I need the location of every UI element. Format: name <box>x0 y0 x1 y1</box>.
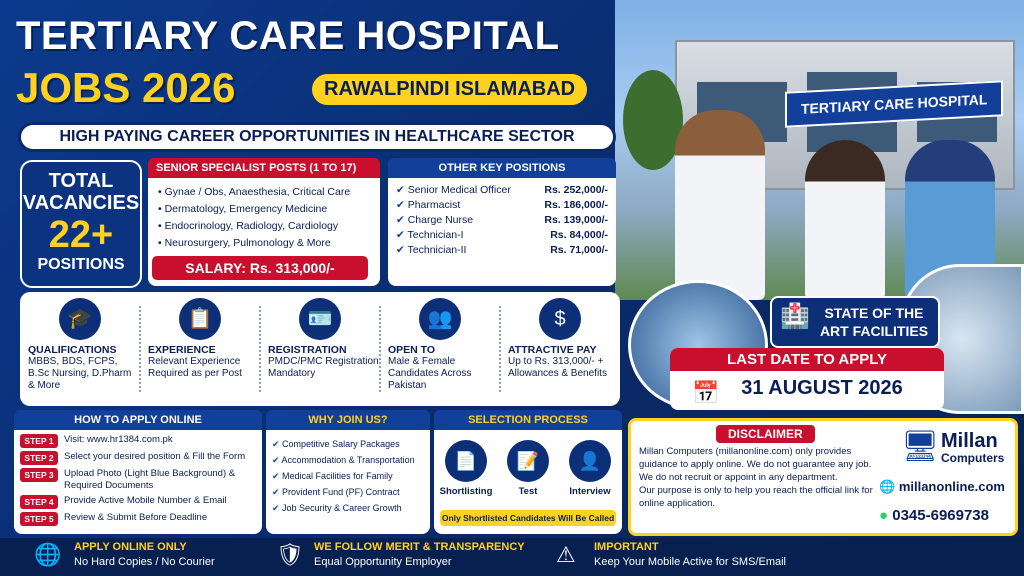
clipboard-icon: 📋 <box>179 298 221 340</box>
deadline-box <box>670 348 944 410</box>
selection-heading: SELECTION PROCESS <box>434 410 622 430</box>
footer-text: No Hard Copies / No Courier <box>74 556 215 568</box>
feature-desc: PMDC/PMC Registration Mandatory <box>268 356 379 379</box>
total-label: TOTAL VACANCIES <box>22 170 140 214</box>
city-badge: RAWALPINDI ISLAMABAD <box>312 74 587 105</box>
positions-table <box>388 182 616 257</box>
stage-shortlisting <box>438 440 494 497</box>
shield-icon: 🛡 <box>276 542 304 567</box>
total-vacancies-box <box>20 160 142 288</box>
feature-open-to <box>380 292 500 406</box>
feature-title: ATTRACTIVE PAY <box>508 344 597 356</box>
total-unit: POSITIONS <box>37 256 125 273</box>
brand-name: Millan <box>941 430 998 452</box>
deadline-date: 31 AUGUST 2026 <box>741 377 903 399</box>
step-text: Visit: www.hr1384.com.pk <box>64 434 173 445</box>
list-item: ✔ Medical Facilities for Family <box>272 468 424 484</box>
interview-icon: 👤 <box>569 440 611 482</box>
disclaimer-text <box>639 445 879 510</box>
step-badge: STEP 5 <box>20 512 58 526</box>
page-subtitle-jobs: JOBS 2026 <box>16 64 236 111</box>
deadline-heading: LAST DATE TO APPLY <box>670 348 944 371</box>
step-badge: STEP 2 <box>20 451 58 465</box>
stage-test <box>500 440 556 497</box>
feature-desc: Relevant Experience Required as per Post <box>148 356 242 379</box>
people-icon: 👥 <box>419 298 461 340</box>
facilities-badge <box>770 296 940 348</box>
footer-heading: WE FOLLOW MERIT & TRANSPARENCY <box>314 541 525 553</box>
warning-icon: ⚠ <box>556 542 576 567</box>
post-name: ✔ Senior Medical Officer <box>388 182 530 197</box>
step-row <box>20 512 256 526</box>
why-join-card <box>266 410 430 534</box>
features-strip <box>20 292 620 406</box>
feature-title: OPEN TO <box>388 344 436 356</box>
list-item: • Neurosurgery, Pulmonology & More <box>158 235 370 252</box>
stage-interview <box>562 440 618 497</box>
footer-heading: APPLY ONLINE ONLY <box>74 541 187 553</box>
step-text: Upload Photo (Light Blue Background) & Required Documents <box>64 468 236 491</box>
step-text: Select your desired position & Fill the Form <box>64 451 246 462</box>
footer-item <box>314 540 525 570</box>
tagline: HIGH PAYING CAREER OPPORTUNITIES IN HEALTHCARE SECTOR <box>18 122 616 152</box>
post-pay: Rs. 71,000/- <box>550 243 608 256</box>
table-row <box>388 182 616 197</box>
senior-heading: SENIOR SPECIALIST POSTS (1 TO 17) <box>148 158 380 178</box>
globe-icon: 🌐 <box>879 479 896 494</box>
feature-title: EXPERIENCE <box>148 344 216 356</box>
footer-item <box>74 540 215 570</box>
table-row <box>388 212 616 227</box>
feature-pay <box>500 292 620 406</box>
post-name: ✔ Pharmacist <box>388 197 530 212</box>
table-row <box>388 197 616 212</box>
page-title: TERTIARY CARE HOSPITAL <box>16 14 560 58</box>
female-doctor-figure <box>805 140 885 300</box>
feature-desc: Up to Rs. 313,000/- + Allowances & Benefits <box>508 356 607 379</box>
post-pay: Rs. 84,000/- <box>550 228 608 241</box>
shortlist-note: Only Shortlisted Candidates Will Be Called <box>440 510 616 526</box>
graduation-cap-icon: 🎓 <box>59 298 101 340</box>
monitor-icon: 🖥 <box>901 430 940 463</box>
test-sheet-icon: 📝 <box>507 440 549 482</box>
footer-heading: IMPORTANT <box>594 541 659 553</box>
footer-item <box>594 540 786 570</box>
footer-text: Equal Opportunity Employer <box>314 556 452 568</box>
step-row <box>20 468 256 492</box>
post-name: ✔ Charge Nurse <box>388 212 530 227</box>
post-name: ✔ Technician-I <box>388 227 530 242</box>
post-pay: Rs. 186,000/- <box>544 198 608 211</box>
globe-icon: 🌐 <box>34 542 62 567</box>
step-text: Review & Submit Before Deadline <box>64 512 208 523</box>
list-item: • Gynae / Obs, Anaesthesia, Critical Care <box>158 184 370 201</box>
whatsapp-icon: ● <box>879 507 889 524</box>
feature-desc: Male & Female Candidates Across Pakistan <box>388 356 472 391</box>
post-pay: Rs. 252,000/- <box>544 183 608 196</box>
step-text: Provide Active Mobile Number & Email <box>64 495 227 506</box>
feature-title: REGISTRATION <box>268 344 347 356</box>
website-link[interactable]: millanonline.com <box>898 479 1005 494</box>
brand-sub: Computers <box>941 451 1005 465</box>
disclaimer-box <box>628 418 1018 536</box>
website-row[interactable] <box>879 479 1005 495</box>
calendar-icon: 📅 <box>692 380 720 405</box>
total-number: 22+ <box>48 214 114 256</box>
post-pay: Rs. 139,000/- <box>544 213 608 226</box>
stage-label: Shortlisting <box>439 486 493 497</box>
feature-registration <box>260 292 380 406</box>
list-item: • Endocrinology, Radiology, Cardiology <box>158 218 370 235</box>
stage-label: Test <box>518 486 538 497</box>
stage-label: Interview <box>569 486 611 497</box>
table-row <box>388 242 616 257</box>
phone-row[interactable] <box>879 507 989 524</box>
hospital-icon: 🏥 <box>780 303 810 330</box>
step-badge: STEP 4 <box>20 495 58 509</box>
how-to-apply-card <box>14 410 262 534</box>
facilities-label: STATE OF THE ART FACILITIES <box>819 305 929 339</box>
hospital-sign: TERTIARY CARE HOSPITAL <box>785 80 1003 127</box>
footer-bar <box>0 538 1024 576</box>
selection-process-card <box>434 410 622 534</box>
list-item: ✔ Job Security & Career Growth <box>272 500 424 516</box>
document-icon: 📄 <box>445 440 487 482</box>
list-item: ✔ Accommodation & Transportation <box>272 452 424 468</box>
salary-badge: SALARY: Rs. 313,000/- <box>152 256 368 280</box>
disclaimer-para: Our purpose is only to help you reach the official link for online application. <box>639 485 873 509</box>
howto-heading: HOW TO APPLY ONLINE <box>14 410 262 430</box>
disclaimer-heading: DISCLAIMER <box>716 425 815 443</box>
step-row <box>20 434 256 448</box>
table-row <box>388 227 616 242</box>
disclaimer-para: Millan Computers (millanonline.com) only provides guidance to apply online. We do not guarantee any job. We do not recruit or appoint in any department. <box>639 446 872 483</box>
phone-number[interactable]: 0345-6969738 <box>892 507 989 524</box>
step-row <box>20 451 256 465</box>
hospital-photo <box>615 0 1024 300</box>
id-card-icon: 🪪 <box>299 298 341 340</box>
other-positions-card <box>388 158 616 286</box>
feature-qualifications <box>20 292 140 406</box>
money-hand-icon: $ <box>539 298 581 340</box>
feature-title: QUALIFICATIONS <box>28 344 117 356</box>
list-item: • Dermatology, Emergency Medicine <box>158 201 370 218</box>
why-heading: WHY JOIN US? <box>266 410 430 430</box>
feature-desc: MBBS, BDS, FCPS, B.Sc Nursing, D.Pharm & More <box>28 356 132 391</box>
doctor-figure <box>675 110 765 300</box>
brand-logo <box>941 431 1004 465</box>
list-item: ✔ Competitive Salary Packages <box>272 436 424 452</box>
tree <box>623 70 683 170</box>
list-item: ✔ Provident Fund (PF) Contract <box>272 484 424 500</box>
step-badge: STEP 3 <box>20 468 58 482</box>
post-name: ✔ Technician-II <box>388 242 530 257</box>
step-badge: STEP 1 <box>20 434 58 448</box>
footer-text: Keep Your Mobile Active for SMS/Email <box>594 556 786 568</box>
feature-experience <box>140 292 260 406</box>
other-heading: OTHER KEY POSITIONS <box>388 158 616 178</box>
step-row <box>20 495 256 509</box>
